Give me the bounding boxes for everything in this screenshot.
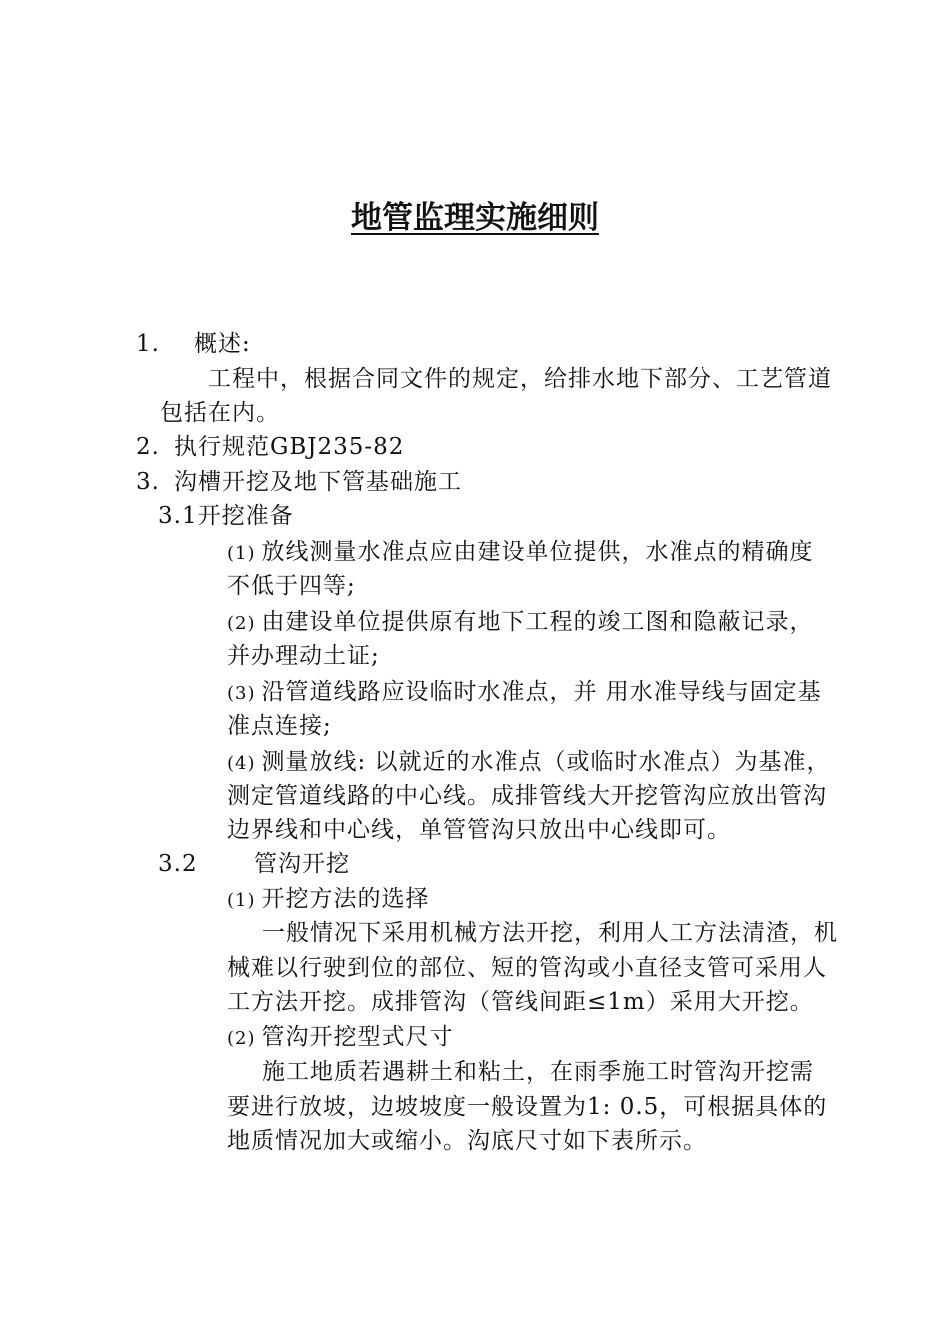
item-3-2-1-marker: (1) xyxy=(227,890,256,911)
section-2-number: 2. xyxy=(136,434,160,460)
item-3-2-2-line-2: 要进行放坡，边坡坡度一般设置为1: 0.5，可根据具体的 xyxy=(227,1094,828,1120)
section-3-2-title: 管沟开挖 xyxy=(254,851,350,877)
item-3-1-2-line-2: 并办理动土证; xyxy=(227,643,380,669)
item-3-2-1-title: 开挖方法的选择 xyxy=(261,886,430,912)
item-3-1-1-text: 放线测量水准点应由建设单位提供，水准点的精确度 xyxy=(261,539,814,565)
item-3-2-2-line-1: 施工地质若遇耕土和粘土，在雨季施工时管沟开挖需 xyxy=(262,1059,814,1085)
item-3-1-3-marker: (3) xyxy=(227,683,256,704)
section-1-number: 1. xyxy=(136,331,160,357)
item-3-1-1-marker: (1) xyxy=(227,543,256,564)
item-3-1-2-marker: (2) xyxy=(227,613,256,634)
section-1-body-line-1: 工程中，根据合同文件的规定，给排水地下部分、工艺管道 xyxy=(208,366,832,392)
item-3-1-4-marker: (4) xyxy=(227,753,256,774)
item-3-2-1-line-2: 械难以行驶到位的部位、短的管沟或小直径支管可采用人 xyxy=(227,955,827,981)
section-1-heading xyxy=(136,327,251,361)
item-3-2-1-line-1: 一般情况下采用机械方法开挖，利用人工方法清渣，机 xyxy=(262,920,838,946)
item-3-2-2-title: 管沟开挖型式尺寸 xyxy=(261,1024,454,1050)
section-1-body-line-2: 包括在内。 xyxy=(160,400,280,426)
section-3-heading xyxy=(136,465,462,499)
item-3-1-4-line-3: 边界线和中心线，单管管沟只放出中心线即可。 xyxy=(227,817,731,843)
item-3-1-1-line-1 xyxy=(227,535,814,571)
item-3-2-2-line-3: 地质情况加大或缩小。沟底尺寸如下表所示。 xyxy=(227,1128,707,1154)
item-3-2-1-heading xyxy=(227,882,430,918)
section-1-title: 概述: xyxy=(194,331,251,357)
section-3-1-heading: 3.1开挖准备 xyxy=(158,503,294,529)
item-3-2-1-line-3: 工方法开挖。成排管沟（管线间距≤1m）采用大开挖。 xyxy=(227,989,814,1015)
item-3-2-2-heading xyxy=(227,1020,454,1056)
item-3-1-4-line-1 xyxy=(227,745,831,781)
item-3-2-2-marker: (2) xyxy=(227,1028,256,1049)
item-3-1-4-text: 测量放线: 以就近的水准点（或临时水准点）为基准， xyxy=(261,749,831,775)
item-3-1-3-text: 沿管道线路应设临时水准点，并 用水准导线与固定基 xyxy=(261,679,822,705)
item-3-1-3-line-2: 准点连接; xyxy=(227,713,332,739)
section-2-heading xyxy=(136,430,404,464)
item-3-1-2-text: 由建设单位提供原有地下工程的竣工图和隐蔽记录， xyxy=(261,609,814,635)
section-3-number: 3. xyxy=(136,469,160,495)
item-3-1-1-line-2: 不低于四等; xyxy=(227,573,356,599)
section-3-2-number: 3.2 xyxy=(158,851,198,877)
item-3-1-2-line-1 xyxy=(227,605,814,641)
section-3-title: 沟槽开挖及地下管基础施工 xyxy=(174,469,462,495)
section-3-2-heading xyxy=(158,847,350,881)
item-3-1-4-line-2: 测定管道线路的中心线。成排管线大开挖管沟应放出管沟 xyxy=(227,783,827,809)
document-title: 地管监理实施细则 xyxy=(351,200,599,236)
section-2-title: 执行规范GBJ235-82 xyxy=(174,434,405,460)
item-3-1-3-line-1 xyxy=(227,675,822,711)
